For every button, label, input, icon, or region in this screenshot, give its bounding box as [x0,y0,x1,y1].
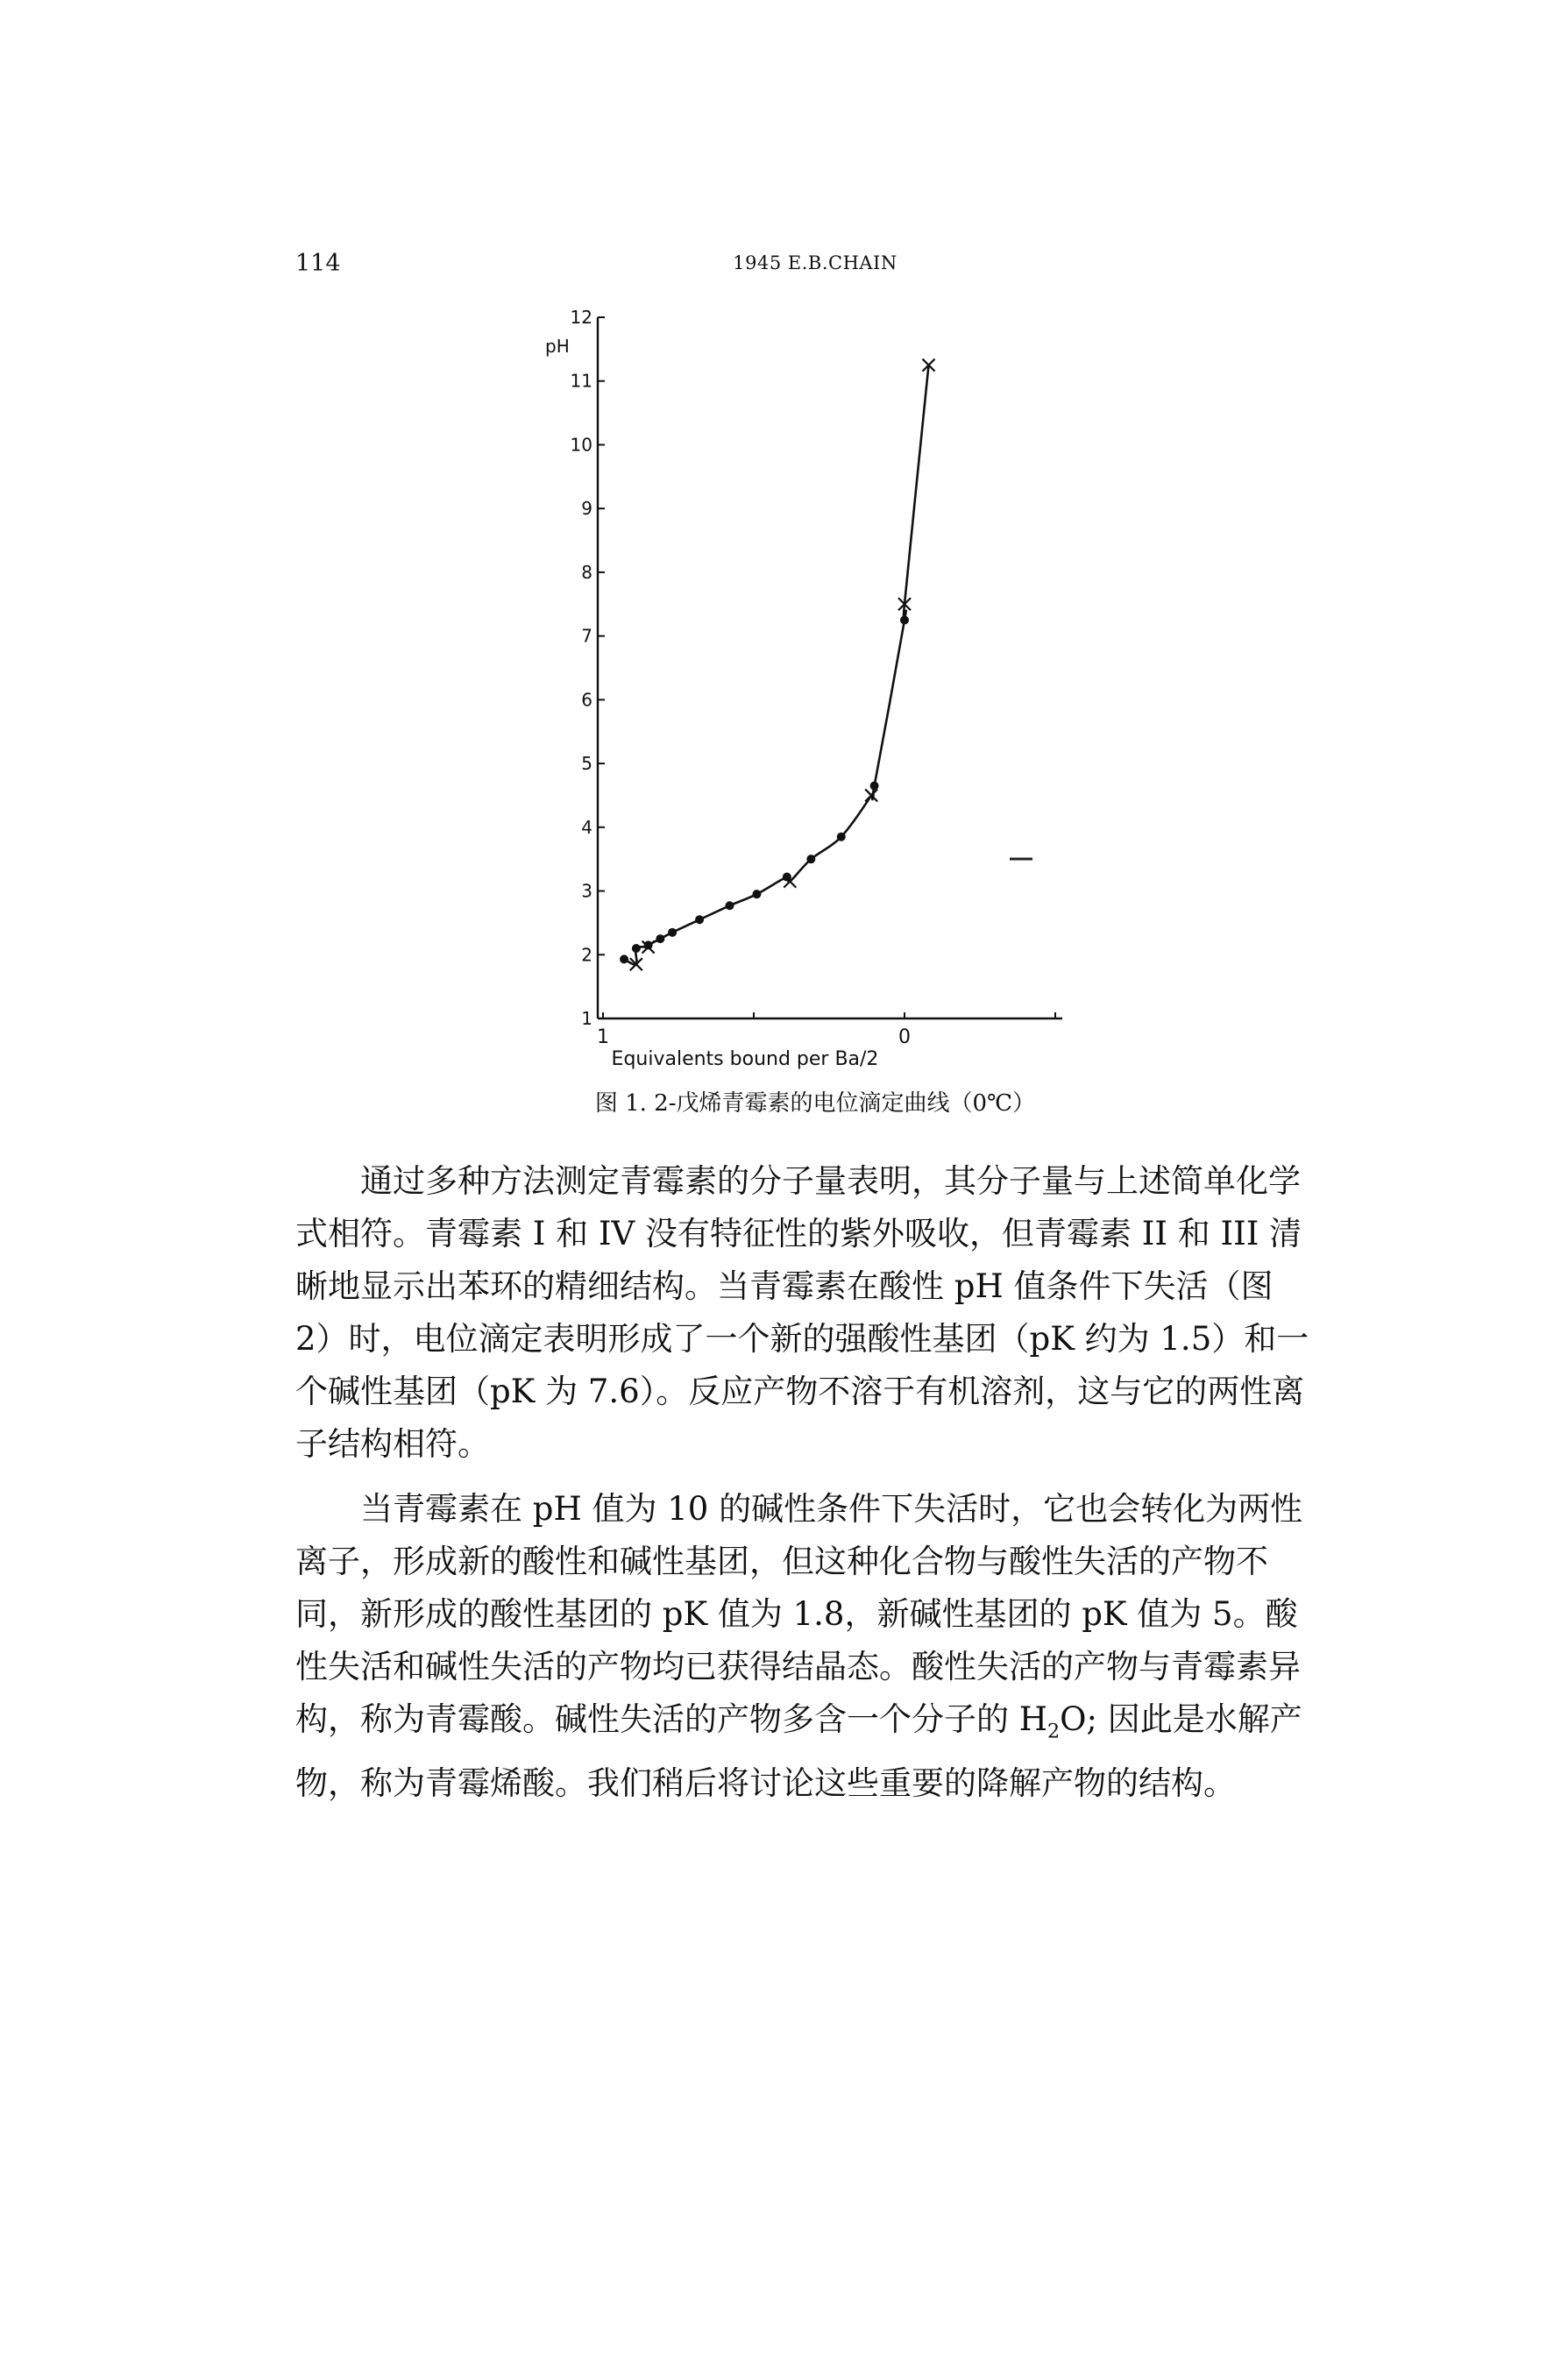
y-tick-label: 1 [581,1008,592,1029]
y-tick-labels [571,307,592,1029]
data-point-dot [725,901,734,910]
x-tick-label: 0 [898,1026,911,1048]
body-text [295,1155,1312,1822]
figure-caption: 图 1. 2-戊烯青霉素的电位滴定曲线（0℃） [594,1090,1036,1117]
y-tick-label: 7 [581,625,592,647]
data-point-dot [900,615,909,624]
chart-axes [598,317,1062,1018]
titration-chart [526,298,1087,1078]
data-points [620,359,934,971]
y-tick-label: 11 [570,370,592,392]
paragraph-2 [295,1483,1312,1810]
y-tick-label: 9 [581,498,592,520]
y-tick-label: 5 [581,753,592,775]
data-point-dot [695,915,704,924]
y-tick-label: 4 [581,816,592,838]
x-tick-label: 1 [597,1026,609,1048]
data-point-dot [837,833,846,841]
titration-curve [624,365,928,965]
y-tick-label: 8 [581,561,592,583]
x-axis-label: Equivalents bound per Ba/2 [611,1048,879,1070]
y-tick-label: 10 [570,434,592,456]
y-axis-label: pH [545,336,570,357]
data-point-dot [668,928,677,937]
y-tick-label: 6 [581,689,592,711]
paragraph-2-text-b: O; 因此是水解产物，称为青霉烯酸。我们稍后将讨论这些重要的降解产物的结构。 [295,1700,1302,1803]
data-point-dot [632,944,641,953]
running-head: 1945 E.B.CHAIN [733,252,898,273]
paragraph-2-text-a: 当青霉素在 pH 值为 10 的碱性条件下失活时，它也会转化为两性离子，形成新的酸性和碱性基团，但这种化合物与酸性失活的产物不同，新形成的酸性基团的 pK 值为 1.8，新碱性基团的 pK 值为 5。酸性失活和碱性失活的产物均已获得结晶态。酸性失活的产物与青霉素异构，称为青霉酸。碱性失活的产物多含一个分子的 H [295,1490,1303,1738]
data-point-dot [870,782,879,791]
data-point-dot [656,934,664,943]
y-tick-label: 3 [581,880,592,902]
paragraph-1: 通过多种方法测定青霉素的分子量表明，其分子量与上述简单化学式相符。青霉素 I 和 IV 没有特征性的紫外吸收，但青霉素 II 和 III 清晰地显示出苯环的精细结构。当青霉素在酸性 pH 值条件下失活（图 2）时，电位滴定表明形成了一个新的强酸性基团（pK 约为 1.5）和一个碱性基团（pK 为 7.6）。反应产物不溶于有机溶剂，这与它的两性离子结构相符。 [295,1162,1309,1463]
x-tick-labels [597,1026,911,1048]
data-point-dot [752,890,761,898]
y-tick-label: 12 [570,307,592,328]
data-point-dot [620,954,628,963]
h2o-subscript: 2 [1047,1720,1061,1743]
y-tick-label: 2 [581,944,592,966]
data-point-dot [806,855,815,863]
page-number: 114 [295,250,341,277]
